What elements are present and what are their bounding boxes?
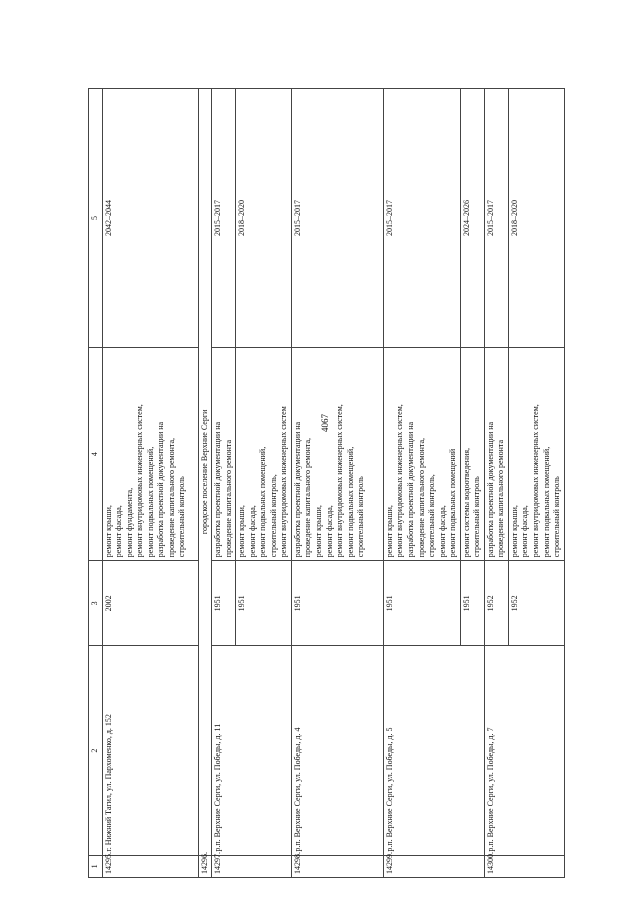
work-item: ремонт внутридомовых инженерных систем [279, 406, 289, 558]
capital-repair-table [88, 88, 565, 878]
work-item: ремонт крыши, [384, 505, 394, 558]
work-item: ремонт фасада, [114, 505, 124, 558]
row-year: 1952 [508, 561, 564, 646]
section-row [198, 89, 212, 878]
column-number: 4 [89, 347, 103, 560]
work-item: разработка проектной документации на [406, 421, 416, 558]
table-row [212, 89, 236, 878]
work-item: проведение капитального ремонта [496, 439, 506, 558]
row-works [212, 347, 236, 560]
column-number: 5 [89, 89, 103, 348]
row-id: 14300. [484, 855, 564, 877]
page-number: 4067 [320, 414, 330, 432]
work-item: разработка проектной документации на [213, 421, 223, 558]
row-works [460, 347, 484, 560]
row-address: р.п. Верхние Серги, ул. Победы, д. 11 [212, 646, 292, 855]
table-row [102, 89, 198, 878]
document-table-container [88, 88, 588, 878]
work-item: проведение капитального ремонта, [166, 437, 176, 558]
column-number: 1 [89, 855, 103, 877]
work-item: строительный контроль, [427, 474, 437, 558]
work-item: строительный контроль [177, 476, 187, 558]
work-item: строительный контроль [552, 476, 562, 558]
work-item: ремонт внутридомовых инженерных систем, [335, 404, 345, 558]
row-id: 14295. [102, 855, 198, 877]
row-works [508, 347, 564, 560]
row-period: 2015–2017 [291, 89, 383, 348]
row-address: р.п. Верхние Серги, ул. Победы, д. 7 [484, 646, 564, 855]
row-period: 2042–2044 [102, 89, 198, 348]
work-item: ремонт фундамента, [124, 487, 134, 558]
row-id: 14297. [212, 855, 292, 877]
row-period: 2018–2020 [508, 89, 564, 348]
row-address: г. Нижний Тагил, ул. Пархоменко, д. 152 [102, 646, 198, 855]
work-item: ремонт крыши, [314, 505, 324, 558]
column-number: 2 [89, 646, 103, 855]
row-period: 2024–2026 [460, 89, 484, 348]
row-year: 1951 [383, 561, 460, 646]
work-item: ремонт крыши, [103, 505, 113, 558]
row-address: р.п. Верхние Серги, ул. Победы, д. 5 [383, 646, 484, 855]
work-item: ремонт подвальных помещений, [345, 446, 355, 558]
row-period: 2015–2017 [484, 89, 508, 348]
work-item: ремонт крыши, [237, 505, 247, 558]
work-item: ремонт внутридомовых инженерных систем, [135, 404, 145, 558]
work-item: проведение капитального ремонта, [416, 437, 426, 558]
row-period: 2015–2017 [383, 89, 460, 348]
row-year: 1951 [460, 561, 484, 646]
work-item: ремонт подвальных помещений, [258, 446, 268, 558]
work-item: ремонт подвальных помещений [448, 448, 458, 558]
row-id: 14299. [383, 855, 484, 877]
column-number: 3 [89, 561, 103, 646]
work-item: проведение капитального ремонта [223, 439, 233, 558]
work-item: ремонт фасада, [520, 505, 530, 558]
work-item: ремонт внутридомовых инженерных систем, [395, 404, 405, 558]
row-period: 2018–2020 [236, 89, 292, 348]
work-item: строительный контроль [472, 476, 482, 558]
work-item: проведение капитального ремонта, [303, 437, 313, 558]
row-works [236, 347, 292, 560]
row-works [383, 347, 460, 560]
row-id: 14298. [291, 855, 383, 877]
table-row [291, 89, 383, 878]
row-year: 1952 [484, 561, 508, 646]
column-number-row [89, 89, 103, 878]
section-title: городское поселение Верхние Серги [198, 89, 212, 856]
work-item: ремонт подвальных помещений, [541, 446, 551, 558]
work-item: ремонт внутридомовых инженерных систем, [531, 404, 541, 558]
row-works [484, 347, 508, 560]
row-works [102, 347, 198, 560]
table-row [383, 89, 460, 878]
work-item: разработка проектной документации на [156, 421, 166, 558]
work-item: ремонт подвальных помещений, [145, 446, 155, 558]
work-item: ремонт крыши, [509, 505, 519, 558]
work-item: строительный контроль [356, 476, 366, 558]
row-id: 14296. [198, 855, 212, 877]
work-item: ремонт фасада, [247, 505, 257, 558]
work-item: разработка проектной документации на [485, 421, 495, 558]
work-item: разработка проектной документации на [292, 421, 302, 558]
work-item: строительный контроль, [268, 474, 278, 558]
row-year: 1951 [236, 561, 292, 646]
row-period: 2015–2017 [212, 89, 236, 348]
work-item: ремонт фасада, [324, 505, 334, 558]
row-year: 2002 [102, 561, 198, 646]
row-works [291, 347, 383, 560]
row-address: р.п. Верхние Серги, ул. Победы, д. 4 [291, 646, 383, 855]
work-item: ремонт системы водоотведения, [461, 447, 471, 558]
work-item: ремонт фасада, [437, 505, 447, 558]
row-year: 1951 [212, 561, 236, 646]
row-year: 1951 [291, 561, 383, 646]
table-row [484, 89, 508, 878]
